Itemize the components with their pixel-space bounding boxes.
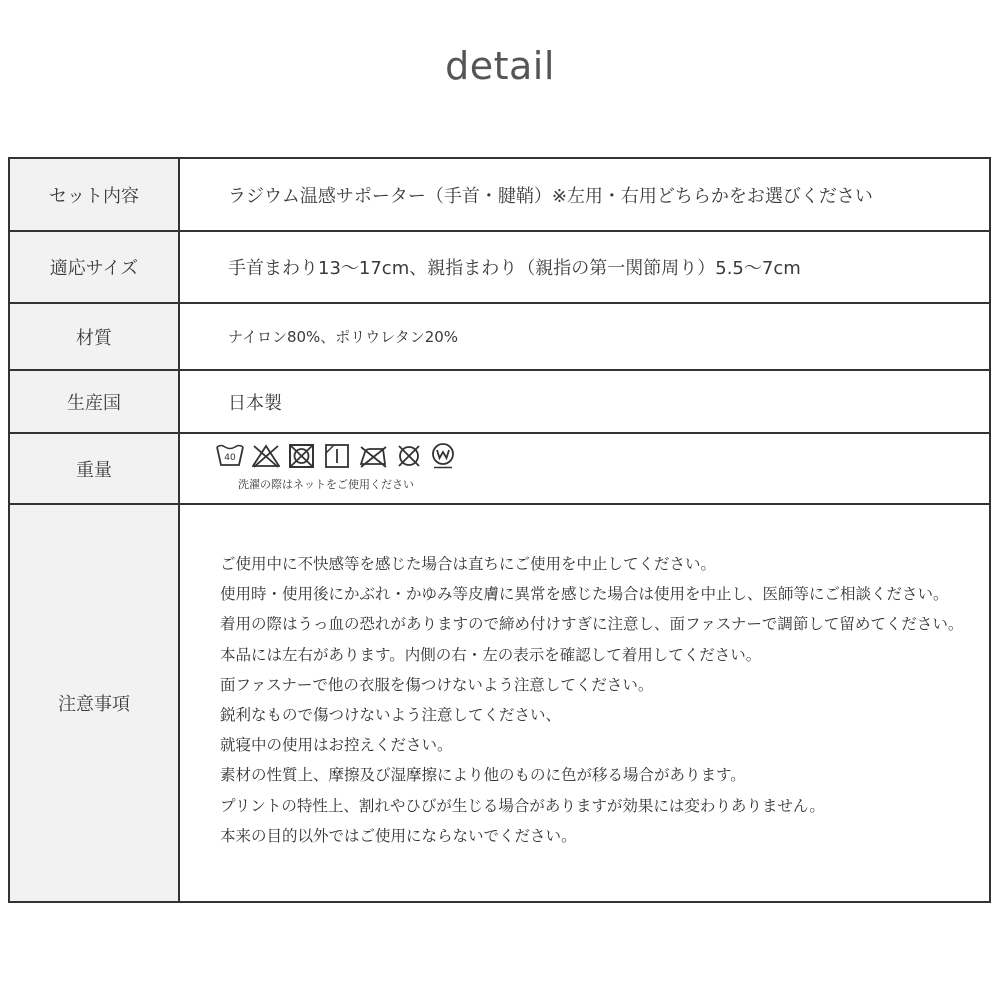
table-row-cautions bbox=[10, 505, 989, 901]
no-bleach-icon bbox=[252, 443, 280, 469]
list-item: 鋭利なもので傷つけないよう注意してください、 bbox=[220, 705, 562, 724]
line-dry-shade-icon bbox=[324, 443, 350, 469]
care-note: 洗濯の際はネットをご使用ください bbox=[238, 478, 414, 491]
table-row-size bbox=[10, 232, 989, 304]
row-label: 注意事項 bbox=[10, 505, 180, 901]
care-icons bbox=[216, 442, 456, 470]
list-item: 面ファスナーで他の衣服を傷つけないよう注意してください。 bbox=[220, 675, 654, 694]
table-row-set-contents bbox=[10, 159, 989, 232]
row-value: 日本製 bbox=[228, 392, 282, 414]
row-value: ナイロン80%、ポリウレタン20% bbox=[228, 328, 459, 346]
row-value bbox=[180, 505, 989, 901]
no-dry-clean-icon bbox=[396, 443, 422, 469]
care-label-group bbox=[216, 442, 456, 492]
row-value: 手首まわり13～17cm、親指まわり（親指の第一関節周り）5.5～7cm bbox=[228, 258, 801, 279]
wash-40-icon bbox=[216, 443, 244, 469]
wash-temperature: 40 bbox=[224, 453, 236, 463]
list-item: プリントの特性上、割れやひびが生じる場合がありますが効果には変わりありません。 bbox=[220, 796, 825, 815]
table-row-weight bbox=[10, 434, 989, 505]
table-row-material bbox=[10, 304, 989, 371]
row-label: セット内容 bbox=[10, 159, 180, 230]
row-value: ラジウム温感サポーター（手首・腱鞘）※左用・右用どちらかをお選びください bbox=[228, 185, 873, 207]
list-item: 着用の際はうっ血の恐れがありますので締め付けすぎに注意し、面ファスナーで調節して留めてください。 bbox=[220, 615, 964, 634]
row-label: 重量 bbox=[10, 434, 180, 503]
row-label: 適応サイズ bbox=[10, 232, 180, 302]
list-item: ご使用中に不快感等を感じた場合は直ちにご使用を中止してください。 bbox=[220, 555, 717, 573]
spec-table bbox=[8, 157, 991, 903]
list-item: 使用時・使用後にかぶれ・かゆみ等皮膚に異常を感じた場合は使用を中止し、医師等にご相談ください。 bbox=[220, 585, 949, 604]
list-item: 本来の目的以外ではご使用にならないでください。 bbox=[220, 826, 577, 845]
list-item: 本品には左右があります。内側の右・左の表示を確認して着用してください。 bbox=[220, 645, 762, 664]
caution-list bbox=[220, 549, 963, 851]
page-title: detail bbox=[445, 44, 555, 88]
row-value bbox=[180, 434, 989, 503]
table-row-origin bbox=[10, 371, 989, 434]
wet-clean-icon bbox=[430, 442, 456, 470]
row-label: 材質 bbox=[10, 304, 180, 369]
no-iron-icon bbox=[358, 443, 388, 469]
list-item: 素材の性質上、摩擦及び湿摩擦により他のものに色が移る場合があります。 bbox=[220, 766, 746, 785]
list-item: 就寝中の使用はお控えください。 bbox=[220, 736, 453, 755]
no-tumble-dry-icon bbox=[288, 443, 316, 469]
row-label: 生産国 bbox=[10, 371, 180, 432]
